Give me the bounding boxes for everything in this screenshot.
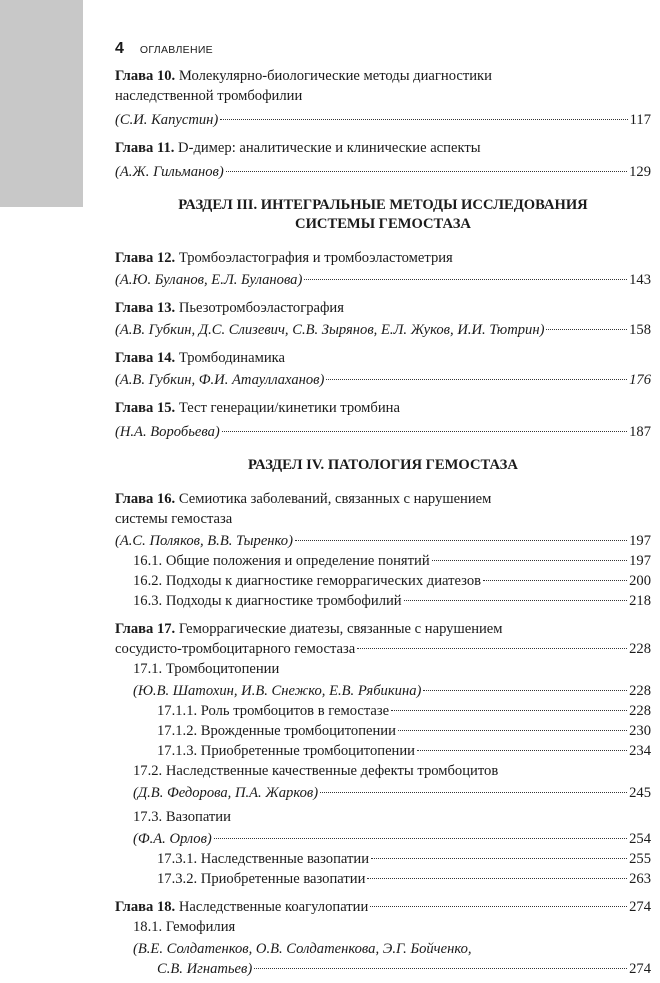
leader-dots (398, 730, 627, 731)
subentry-authors: (Д.В. Федорова, П.А. Жарков) (133, 785, 319, 801)
chapter-authors: (Н.А. Воробьева) (115, 424, 220, 440)
chapter-label: Глава 12. (115, 250, 176, 266)
leader-dots (222, 431, 627, 432)
chapter-title: Тест генерации/кинетики тромбина (178, 400, 400, 416)
section-heading-4 (115, 456, 651, 475)
toc-entry-chapter-18[interactable] (115, 897, 651, 979)
chapter-title: Тромбоэластография и тромбоэластометрия (178, 250, 453, 266)
toc-subentry[interactable] (115, 591, 651, 611)
toc-subentry[interactable] (115, 869, 651, 889)
subentry-title: 16.1. Общие положения и определение понятий (133, 553, 430, 569)
page-ref: 197 (629, 533, 651, 549)
leader-dots (371, 858, 627, 859)
leader-dots (295, 540, 627, 541)
subentry-authors-cont: С.В. Игнатьев) (157, 961, 253, 977)
page-ref: 176 (629, 372, 651, 388)
section-heading-3 (115, 196, 651, 234)
page-ref: 274 (629, 961, 651, 977)
subentry-title: 17.3. Вазопатии (133, 809, 231, 825)
chapter-title: Наследственные коагулопатии (178, 899, 369, 915)
page-edge-tab (0, 0, 83, 207)
page-ref: 117 (629, 112, 651, 128)
chapter-label: Глава 17. (115, 621, 176, 637)
leader-dots (432, 560, 627, 561)
leader-dots (304, 279, 627, 280)
chapter-authors: (С.И. Капустин) (115, 112, 219, 128)
page-ref: 129 (629, 164, 651, 180)
page-number: 4 (115, 40, 124, 57)
page-ref: 158 (629, 322, 651, 338)
subentry-title: 17.3.2. Приобретенные вазопатии (157, 871, 366, 887)
page-ref: 187 (629, 424, 651, 440)
chapter-title: Пьезотромбоэластография (178, 300, 344, 316)
chapter-title: D-димер: аналитические и клинические аспекты (178, 140, 481, 156)
subentry-authors: (В.Е. Солдатенков, О.В. Солдатенкова, Э.Г. Бойченко, (133, 941, 472, 957)
leader-dots (483, 580, 627, 581)
toc-subentry[interactable] (115, 917, 651, 937)
chapter-label: Глава 11. (115, 140, 175, 156)
chapter-title-cont: системы гемостаза (115, 511, 233, 527)
toc-subentry[interactable] (115, 807, 651, 827)
subentry-title: 16.3. Подходы к диагностике тромбофилий (133, 593, 402, 609)
page-ref: 197 (629, 553, 651, 569)
chapter-authors: (А.В. Губкин, Д.С. Слизевич, С.В. Зырянов, Е.Л. Жуков, И.И. Тютрин) (115, 322, 545, 338)
chapter-title-cont: наследственной тромбофилии (115, 88, 303, 104)
chapter-label: Глава 15. (115, 400, 176, 416)
page-ref: 228 (629, 683, 651, 699)
chapter-title: Семиотика заболеваний, связанных с нарушением (178, 491, 492, 507)
chapter-label: Глава 13. (115, 300, 176, 316)
page-ref: 228 (629, 641, 651, 657)
table-of-contents (115, 66, 651, 983)
chapter-title: Тромбодинамика (178, 350, 285, 366)
chapter-label: Глава 14. (115, 350, 176, 366)
toc-entry-chapter-12[interactable] (115, 248, 651, 290)
leader-dots (214, 838, 627, 839)
toc-entry-chapter-14[interactable] (115, 348, 651, 390)
page-ref: 245 (629, 785, 651, 801)
toc-subentry[interactable] (115, 741, 651, 761)
subentry-title: 16.2. Подходы к диагностике геморрагических диатезов (133, 573, 482, 589)
page-ref: 200 (629, 573, 651, 589)
page-ref: 143 (629, 272, 651, 288)
toc-entry-chapter-17[interactable] (115, 619, 651, 889)
page-ref: 274 (629, 899, 651, 915)
chapter-label: Глава 18. (115, 899, 176, 915)
leader-dots (357, 648, 627, 649)
chapter-authors: (А.С. Поляков, В.В. Тыренко) (115, 533, 293, 549)
leader-dots (370, 906, 627, 907)
toc-subentry[interactable] (115, 701, 651, 721)
page-ref: 228 (629, 703, 651, 719)
toc-entry-chapter-16[interactable] (115, 489, 651, 611)
toc-subentry[interactable] (115, 761, 651, 781)
leader-dots (546, 329, 627, 330)
chapter-authors: (А.Ж. Гильманов) (115, 164, 224, 180)
page-ref: 263 (629, 871, 651, 887)
leader-dots (220, 119, 627, 120)
section-title-line1: РАЗДЕЛ III. ИНТЕГРАЛЬНЫЕ МЕТОДЫ ИССЛЕДОВАНИЯ (178, 197, 588, 213)
page-ref: 230 (629, 723, 651, 739)
toc-entry-chapter-13[interactable] (115, 298, 651, 340)
toc-subentry[interactable] (115, 551, 651, 571)
running-title: ОГЛАВЛЕНИЕ (139, 44, 213, 56)
leader-dots (254, 968, 627, 969)
chapter-label: Глава 10. (115, 68, 176, 84)
leader-dots (367, 878, 627, 879)
toc-page (115, 0, 651, 977)
page-ref: 234 (629, 743, 651, 759)
subentry-title: 17.2. Наследственные качественные дефекты тромбоцитов (133, 763, 499, 779)
toc-entry-chapter-11[interactable] (115, 138, 651, 182)
subentry-title: 17.1. Тромбоцитопении (133, 661, 280, 677)
toc-subentry[interactable] (115, 849, 651, 869)
toc-entry-chapter-15[interactable] (115, 398, 651, 442)
chapter-label: Глава 16. (115, 491, 176, 507)
subentry-title: 18.1. Гемофилия (133, 919, 236, 935)
leader-dots (320, 792, 627, 793)
chapter-title: Геморрагические диатезы, связанные с нарушением (178, 621, 503, 637)
page-ref: 255 (629, 851, 651, 867)
chapter-authors: (А.В. Губкин, Ф.И. Атауллаханов) (115, 372, 325, 388)
leader-dots (423, 690, 627, 691)
chapter-title: Молекулярно-биологические методы диагностики (178, 68, 492, 84)
subentry-authors: (Ю.В. Шатохин, И.В. Снежко, Е.В. Рябикина) (133, 683, 422, 699)
leader-dots (391, 710, 627, 711)
subentry-authors: (Ф.А. Орлов) (133, 831, 212, 847)
subentry-title: 17.1.1. Роль тромбоцитов в гемостазе (157, 703, 390, 719)
running-head (115, 40, 213, 58)
page-ref: 254 (629, 831, 651, 847)
toc-subentry[interactable] (115, 571, 651, 591)
toc-subentry[interactable] (115, 721, 651, 741)
chapter-authors: (А.Ю. Буланов, Е.Л. Буланова) (115, 272, 303, 288)
chapter-title-cont: сосудисто-тромбоцитарного гемостаза (115, 641, 356, 657)
subentry-title: 17.1.3. Приобретенные тромбоцитопении (157, 743, 415, 759)
section-title-line2: СИСТЕМЫ ГЕМОСТАЗА (295, 216, 471, 232)
section-title-line1: РАЗДЕЛ IV. ПАТОЛОГИЯ ГЕМОСТАЗА (248, 457, 518, 473)
leader-dots (417, 750, 627, 751)
page-ref: 218 (629, 593, 651, 609)
toc-subentry[interactable] (115, 659, 651, 679)
subentry-title: 17.3.1. Наследственные вазопатии (157, 851, 370, 867)
leader-dots (226, 171, 627, 172)
toc-entry-chapter-10[interactable] (115, 66, 651, 130)
leader-dots (404, 600, 628, 601)
leader-dots (326, 379, 627, 380)
subentry-title: 17.1.2. Врожденные тромбоцитопении (157, 723, 396, 739)
